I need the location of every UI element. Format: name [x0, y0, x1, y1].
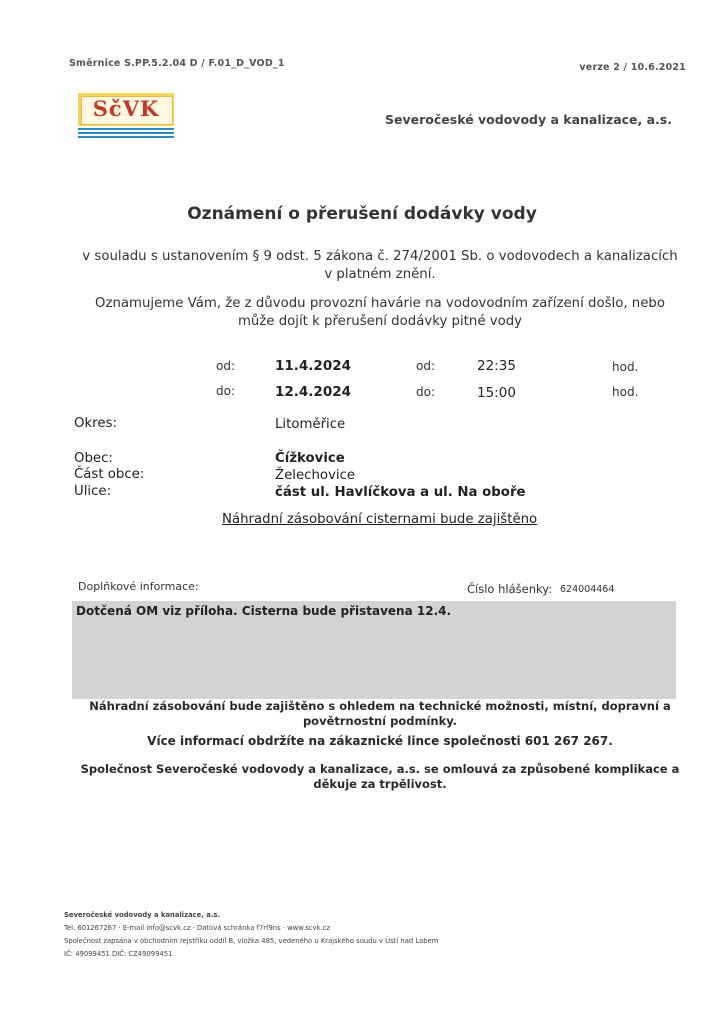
apology-note: Společnost Severočeské vodovody a kanalizace, a.s. se omlouvá za způsobené komplikace a děkuje za trpělivost. [80, 762, 680, 791]
footer-company: Severočeské vodovody a kanalizace, a.s. [64, 911, 221, 919]
additional-info-label: Doplňkové informace: [78, 580, 199, 593]
to-time-label: do: [416, 385, 436, 399]
to-date-label: do: [216, 384, 236, 398]
version-info: verze 2 / 10.6.2021 [579, 62, 686, 73]
logo-text: SčVK [92, 96, 160, 121]
street-value: část ul. Havlíčkova a ul. Na oboře [275, 485, 526, 500]
footer-contact: Tel. 601267267 · E-mail info@scvk.cz · Datová schránka f7rf9ns · www.scvk.cz [64, 924, 331, 932]
footer-ids: IČ: 49099451 DIČ: CZ49099451 [64, 950, 173, 958]
municipality-label: Obec: [74, 451, 113, 466]
hotline-note: Více informací obdržíte na zákaznické lince společnosti 601 267 267. [147, 734, 613, 748]
part-value: Želechovice [275, 468, 356, 483]
directive-code: Směrnice S.PP.5.2.04 D / F.01_D_VOD_1 [69, 58, 285, 69]
from-time-label: od: [416, 359, 436, 373]
district-label: Okres: [74, 416, 117, 431]
municipality-value: Čížkovice [275, 451, 345, 466]
part-label: Část obce: [74, 467, 145, 482]
replacement-supply: Náhradní zásobování cisternami bude zajištěno [222, 512, 538, 527]
announcement-text: Oznamujeme Vám, že z důvodu provozní havárie na vodovodním zařízení došlo, nebo může dojít k přerušení dodávky pitné vody [95, 296, 665, 329]
street-label: Ulice: [74, 484, 112, 499]
from-date-label: od: [216, 359, 236, 373]
page-title: Oznámení o přerušení dodávky vody [187, 204, 537, 224]
additional-info-text: Dotčená OM viz příloha. Cisterna bude přistavena 12.4. [76, 604, 452, 618]
from-unit: hod. [612, 360, 639, 374]
to-unit: hod. [612, 385, 639, 399]
report-label: Číslo hlášenky: [467, 582, 553, 596]
to-date: 12.4.2024 [275, 384, 352, 400]
district-value: Litoměřice [275, 417, 346, 432]
legal-reference: v souladu s ustanovením § 9 odst. 5 zákona č. 274/2001 Sb. o vodovodech a kanalizacích v platném znění. [82, 249, 678, 282]
from-date: 11.4.2024 [275, 358, 352, 374]
to-time: 15:00 [477, 385, 516, 401]
scvk-logo [78, 93, 174, 139]
company-name: Severočeské vodovody a kanalizace, a.s. [385, 112, 672, 127]
from-time: 22:35 [477, 358, 516, 374]
footer-registry: Společnost zapsána v obchodním rejstříku oddíl B, vložka 485, vedeného u Krajského soudu v Ústí nad Labem [64, 937, 439, 945]
report-number: 624004464 [560, 584, 615, 595]
supply-note: Náhradní zásobování bude zajištěno s ohledem na technické možnosti, místní, dopravní a povětrnostní podmínky. [89, 699, 671, 728]
